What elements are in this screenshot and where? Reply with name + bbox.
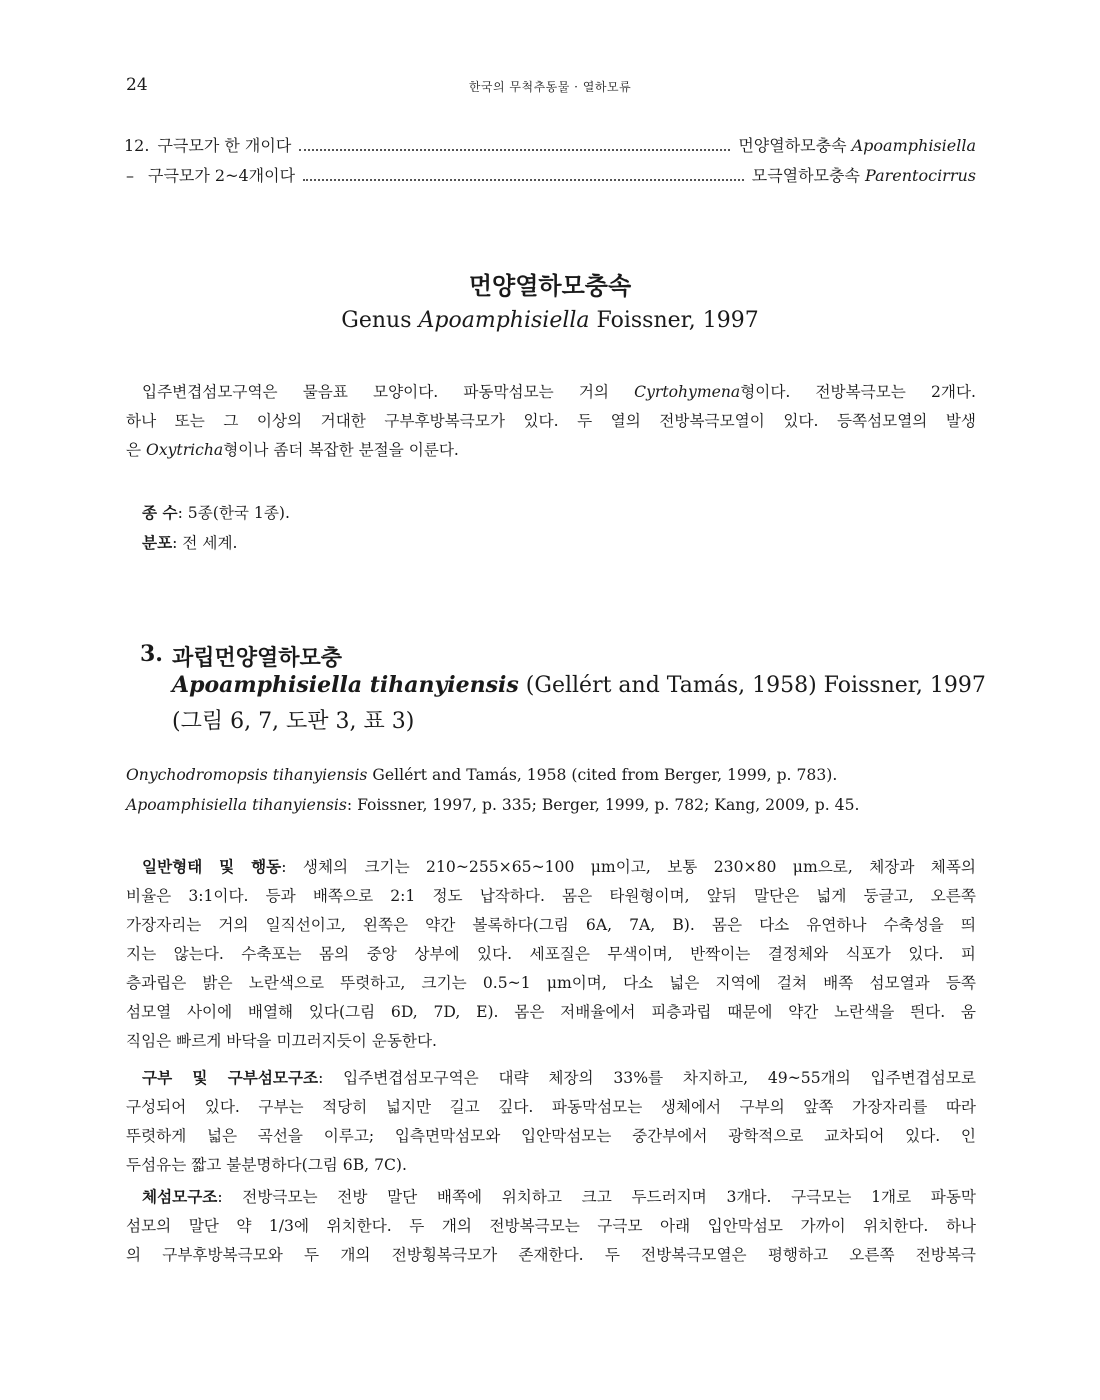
synonym-name: Onychodromopsis tihanyiensis bbox=[126, 766, 368, 784]
description-text: 형이나 좀더 복잡한 분절을 이룬다. bbox=[223, 441, 459, 459]
buccal-line: 구성되어 있다. 구부는 적당히 넓지만 길고 깊다. 파동막섬모는 생체에서 구부의 앞쪽 가장자리를 따라 bbox=[126, 1098, 976, 1116]
distribution: 분포: 전 세계. bbox=[142, 533, 238, 552]
dotted-leader bbox=[303, 179, 744, 181]
key-result-sci: Apoamphisiella bbox=[851, 136, 976, 155]
buccal-line: 구부 및 구부섬모구조: 입주변겹섬모구역은 대략 체장의 33%를 차지하고, 49~55개의 입주변겹섬모로 bbox=[142, 1068, 976, 1087]
morphology-line: 섬모열 사이에 배열해 있다(그림 6D, 7D, E). 몸은 저배율에서 피층과립 때문에 약간 노란색을 띈다. 움 bbox=[126, 1003, 976, 1021]
morphology-line: 비율은 3:1이다. 등과 배쪽으로 2:1 정도 납작하다. 몸은 타원형이며, 앞뒤 말단은 넓게 둥글고, 오른쪽 bbox=[126, 887, 976, 905]
key-result-sci: Parentocirrus bbox=[865, 166, 976, 185]
running-header: 한국의 무척추동물 · 열하모류 bbox=[468, 80, 632, 94]
ciliature-section bbox=[126, 1182, 976, 1270]
species-figure-refs: (그림 6, 7, 도판 3, 표 3) bbox=[172, 709, 415, 734]
buccal-line: 뚜렷하게 넓은 곡선을 이루고; 입측면막섬모와 입안막섬모는 중간부에서 광학적으로 교차되어 있다. 인 bbox=[126, 1127, 976, 1145]
species-name-ko: 과립먼양열하모충 bbox=[172, 645, 343, 671]
synonym-text: Gellért and Tamás, 1958 (cited from Berger, 1999, p. 783). bbox=[372, 766, 838, 784]
page-number: 24 bbox=[126, 75, 148, 95]
ciliature-heading: 체섬모구조 bbox=[142, 1187, 218, 1206]
key-text: 구극모가 한 개이다 bbox=[157, 136, 292, 155]
morphology-section bbox=[126, 852, 976, 1056]
genus-author: Foissner, 1997 bbox=[596, 308, 759, 333]
description-line bbox=[126, 378, 976, 407]
description-text: 입주변겹섬모구역은 물음표 모양이다. 파동막섬모는 거의 bbox=[142, 383, 609, 401]
synonym-entry bbox=[126, 796, 859, 814]
description-italic: Cyrtohymena bbox=[634, 383, 741, 401]
species-author: (Gellért and Tamás, 1958) Foissner, 1997 bbox=[525, 673, 986, 698]
genus-name: Apoamphisiella bbox=[418, 308, 590, 333]
species-scientific-name: Apoamphisiella tihanyiensis bbox=[172, 672, 519, 698]
morphology-line: 가장자리는 거의 일직선이고, 왼쪽은 약간 볼록하다(그림 6A, 7A, B). 몸은 다소 유연하나 수축성을 띄 bbox=[126, 916, 976, 934]
synonym-name: Apoamphisiella tihanyiensis bbox=[126, 796, 347, 814]
key-number: 12. bbox=[124, 136, 150, 155]
description-text: 형이다. 전방복극모는 2개다. bbox=[740, 383, 976, 401]
description-line: 하나 또는 그 이상의 거대한 구부후방복극모가 있다. 두 열의 전방복극모열이 있다. 등쪽섬모열의 발생 bbox=[126, 412, 976, 430]
buccal-section bbox=[126, 1063, 976, 1180]
morphology-heading: 일반형태 및 행동 bbox=[142, 857, 282, 876]
genus-title: 먼양열하모충속 bbox=[468, 271, 632, 300]
genus-subtitle bbox=[0, 308, 1100, 333]
key-result bbox=[752, 163, 976, 186]
genus-description bbox=[126, 378, 976, 465]
key-entry bbox=[124, 133, 976, 156]
ciliature-line: 체섬모구조: 전방극모는 전방 말단 배쪽에 위치하고 크고 두드러지며 3개다. 구극모는 1개로 파동막 bbox=[142, 1187, 976, 1206]
genus-prefix: Genus bbox=[341, 308, 412, 333]
synonym-text: : Foissner, 1997, p. 335; Berger, 1999, p. 782; Kang, 2009, p. 45. bbox=[346, 796, 860, 814]
description-text: 은 bbox=[126, 441, 142, 459]
species-count-value: 5종(한국 1종). bbox=[187, 504, 290, 522]
key-text: 구극모가 2~4개이다 bbox=[148, 166, 296, 185]
description-line bbox=[126, 436, 976, 465]
dotted-leader bbox=[299, 149, 730, 151]
species-count: 종 수: 5종(한국 1종). bbox=[142, 503, 290, 522]
morphology-line: 층과립은 밝은 노란색으로 뚜렷하고, 크기는 0.5~1 μm이며, 다소 넓은 지역에 걸쳐 배쪽 섬모열과 등쪽 bbox=[126, 974, 976, 992]
morphology-line: 직임은 빠르게 바닥을 미끄러지듯이 운동한다. bbox=[126, 1032, 437, 1050]
synonym-entry bbox=[126, 766, 837, 784]
buccal-text: 입주변겹섬모구역은 대략 체장의 33%를 차지하고, 49~55개의 입주변겹섬모로 bbox=[343, 1069, 976, 1087]
distribution-label: 분포 bbox=[142, 533, 173, 552]
key-result-ko: 모극열하모충속 bbox=[751, 166, 860, 185]
morphology-text: 생체의 크기는 210~255×65~100 μm이고, 보통 230×80 μm으로, 체장과 체폭의 bbox=[302, 858, 977, 876]
ciliature-line: 의 구부후방복극모와 두 개의 전방횡복극모가 존재한다. 두 전방복극모열은 평행하고 오른쪽 전방복극 bbox=[126, 1246, 976, 1264]
key-number: – bbox=[126, 166, 134, 185]
morphology-line: 지는 않는다. 수축포는 몸의 중앙 상부에 있다. 세포질은 무색이며, 반짝이는 결정체와 식포가 있다. 피 bbox=[126, 945, 976, 963]
ciliature-text: 전방극모는 전방 말단 배쪽에 위치하고 크고 두드러지며 3개다. 구극모는 1개로 파동막 bbox=[242, 1188, 976, 1206]
description-italic: Oxytricha bbox=[146, 441, 224, 459]
species-count-label: 종 수 bbox=[142, 503, 178, 522]
distribution-value: 전 세계. bbox=[182, 534, 238, 552]
ciliature-line: 섬모의 말단 약 1/3에 위치한다. 두 개의 전방복극모는 구극모 아래 입안막섬모 가까이 위치한다. 하나 bbox=[126, 1217, 976, 1235]
species-number: 3. bbox=[140, 641, 163, 667]
species-name-line bbox=[172, 672, 986, 698]
buccal-heading: 구부 및 구부섬모구조 bbox=[142, 1068, 319, 1087]
key-result bbox=[738, 133, 976, 156]
buccal-line: 두섬유는 짧고 불분명하다(그림 6B, 7C). bbox=[126, 1156, 407, 1174]
morphology-line: 일반형태 및 행동: 생체의 크기는 210~255×65~100 μm이고, 보통 230×80 μm으로, 체장과 체폭의 bbox=[142, 857, 977, 876]
key-entry bbox=[124, 163, 976, 186]
key-result-ko: 먼양열하모충속 bbox=[738, 136, 847, 155]
